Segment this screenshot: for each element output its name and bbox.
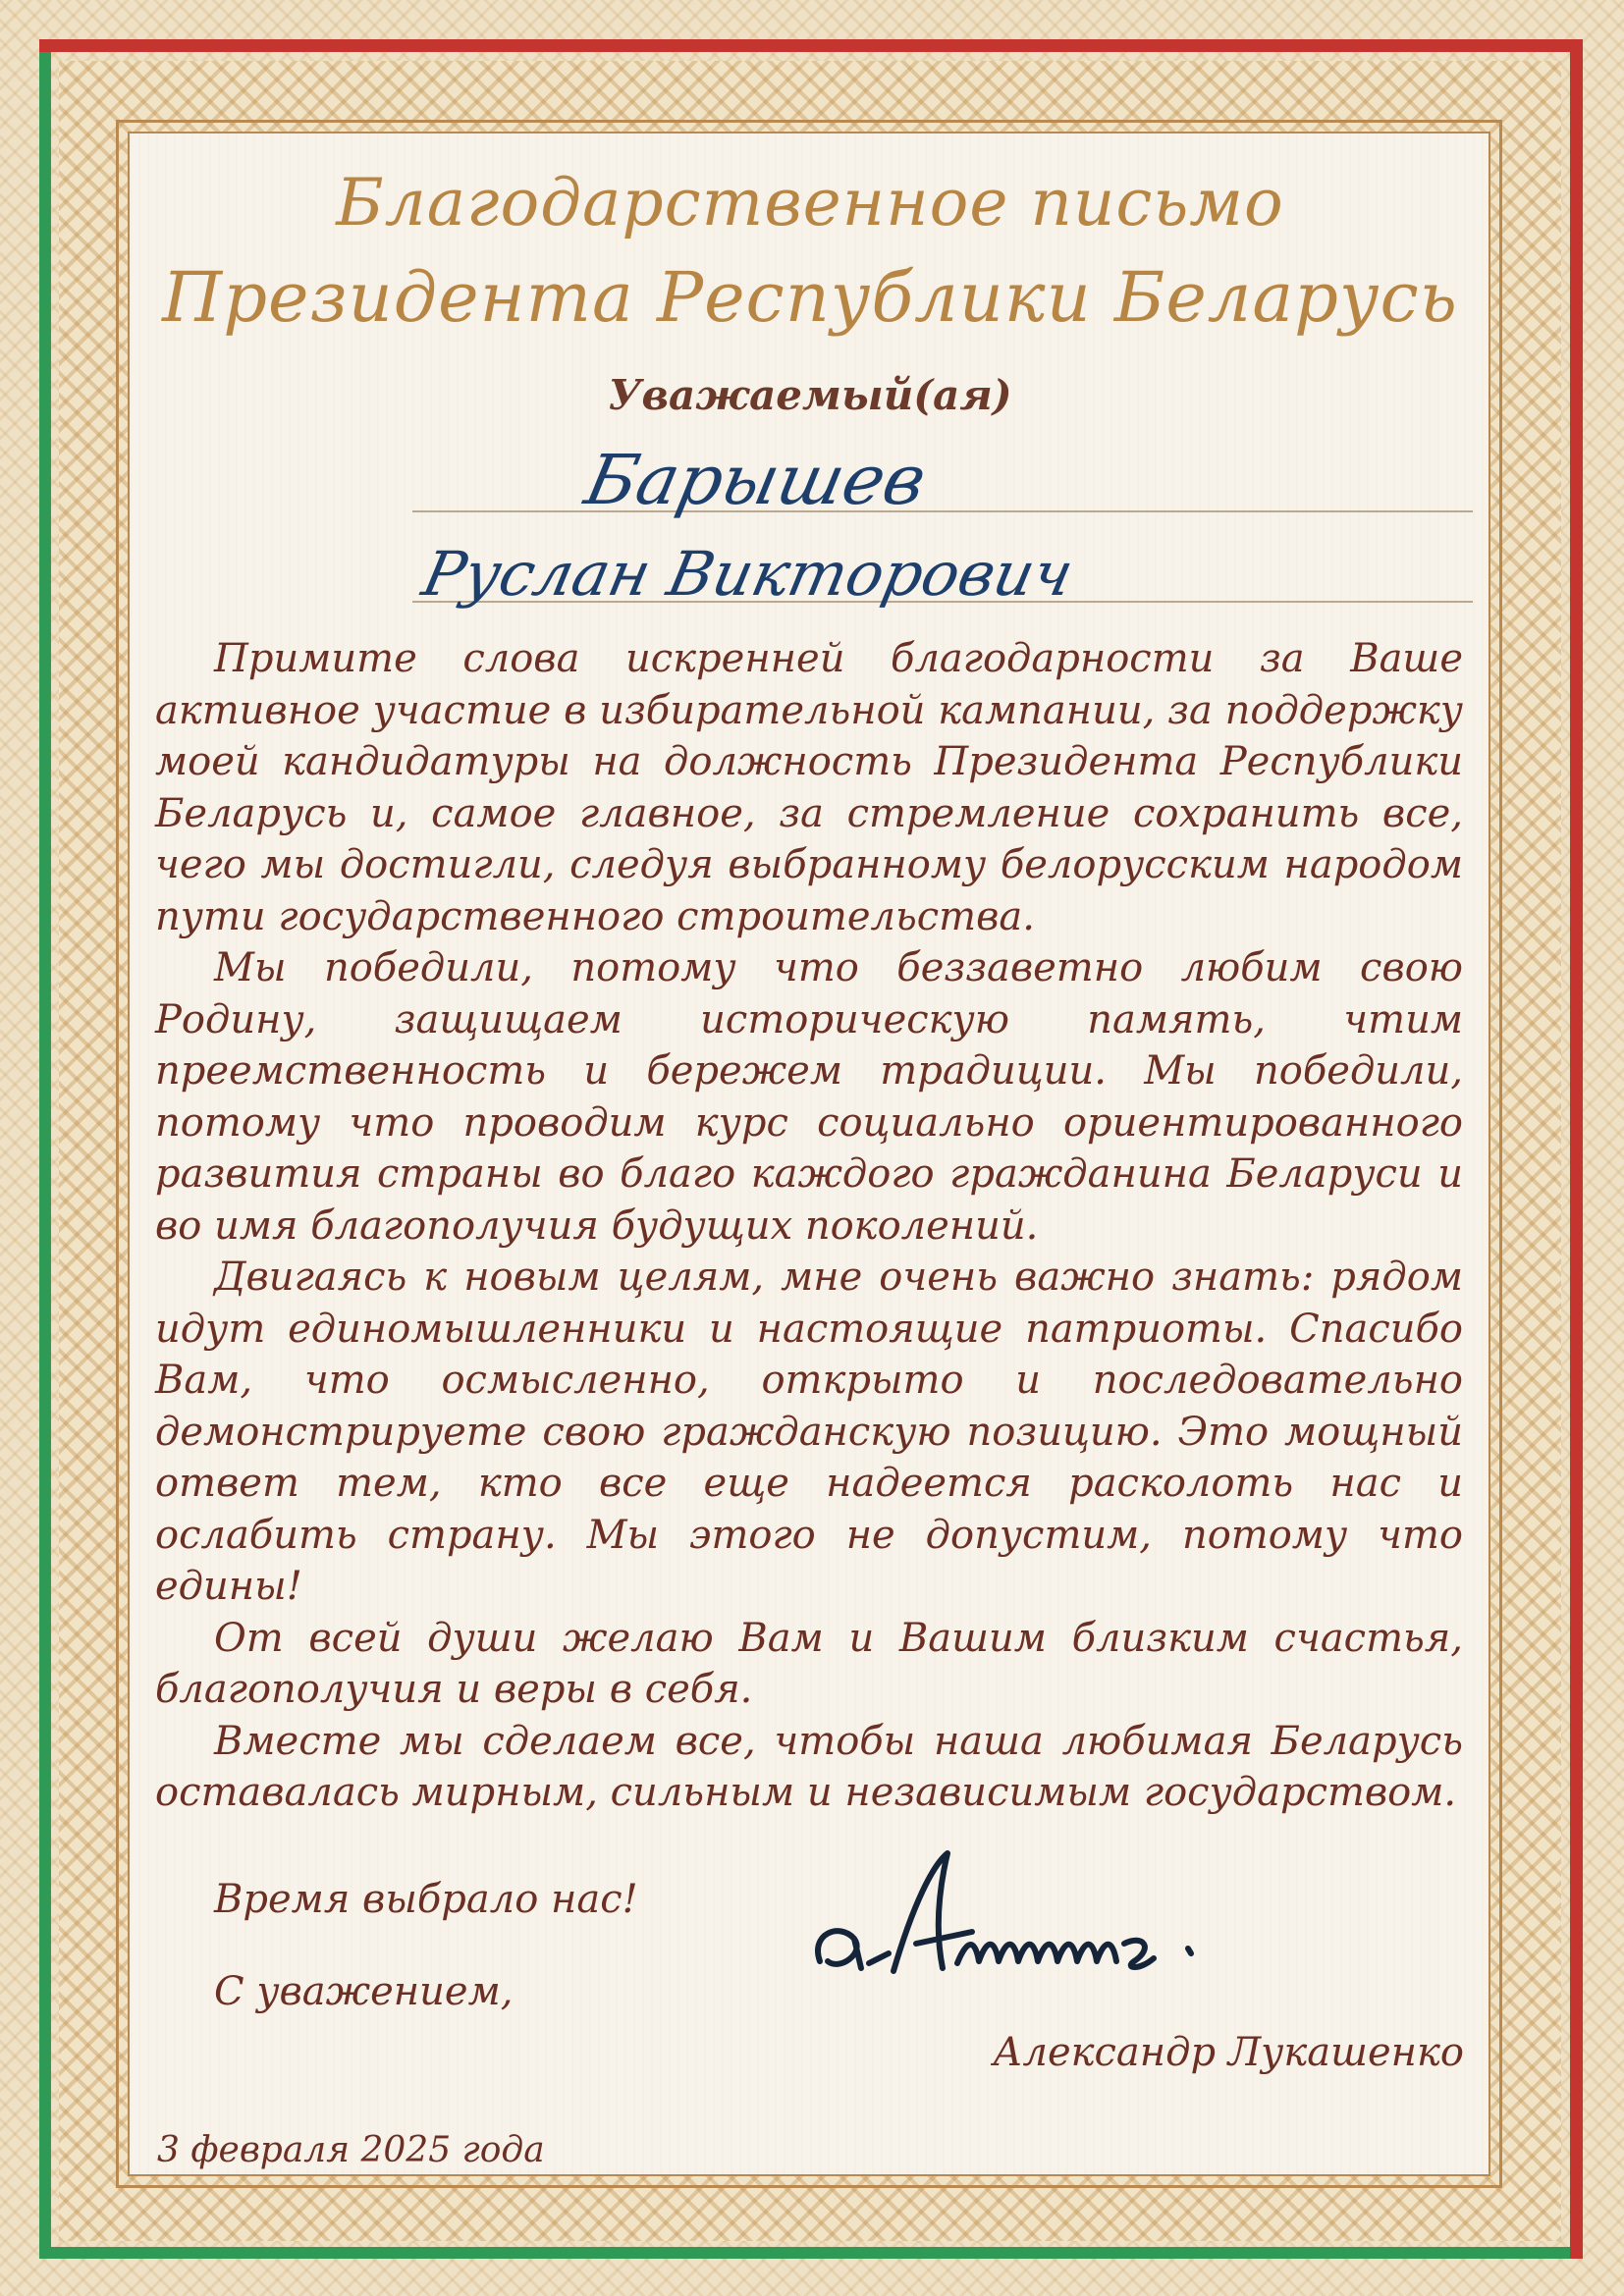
closing-regards: С уважением, (214, 1969, 514, 2014)
paragraph: От всей души желаю Вам и Вашим близким счастья, благополучия и веры в себя. (155, 1615, 1463, 1712)
recipient-given-names: Руслан Викторович (416, 538, 1080, 610)
paragraph: Двигаясь к новым целям, мне очень важно знать: рядом идут единомышленники и настоящие патриоты. Спасибо Вам, что осмысленно, открыто и последовательно демонстрируете свою гражданскую позицию. Это мощный ответ тем, кто все еще надеется расколоть нас и ослабить страну. Мы этого не допустим, потому что едины! (155, 1255, 1463, 1609)
handwritten-signature (800, 1845, 1252, 2002)
paragraph: Вместе мы сделаем все, чтобы наша любимая Беларусь оставалась мирным, сильным и независимым государством. (155, 1718, 1463, 1815)
salutation: Уважаемый(ая) (608, 371, 1012, 419)
paragraph: Примите слова искренней благодарности за Ваше активное участие в избирательной кампании, за поддержку моей кандидатуры на должность Президента Республики Беларусь и, самое главное, за стремление сохранить все, чего мы достигли, следуя выбранному белорусским народом пути государственного строительства. (155, 636, 1463, 939)
letter-date: 3 февраля 2025 года (157, 2130, 545, 2170)
recipient-surname: Барышев (578, 440, 934, 520)
title-line-2: Президента Республики Беларусь (162, 257, 1458, 338)
letter-body (155, 633, 1463, 1819)
closing-motto: Время выбрало нас! (214, 1877, 638, 1922)
name-line-1 (412, 510, 1473, 512)
signer-name: Александр Лукашенко (993, 2030, 1464, 2075)
title-line-1: Благодарственное письмо (336, 165, 1284, 240)
paragraph: Мы победили, потому что беззаветно любим свою Родину, защищаем историческую память, чтим преемственность и бережем традиции. Мы победили, потому что проводим курс социально ориентированного развития страны во благо каждого гражданина Беларуси и во имя благополучия будущих поколений. (155, 945, 1463, 1249)
